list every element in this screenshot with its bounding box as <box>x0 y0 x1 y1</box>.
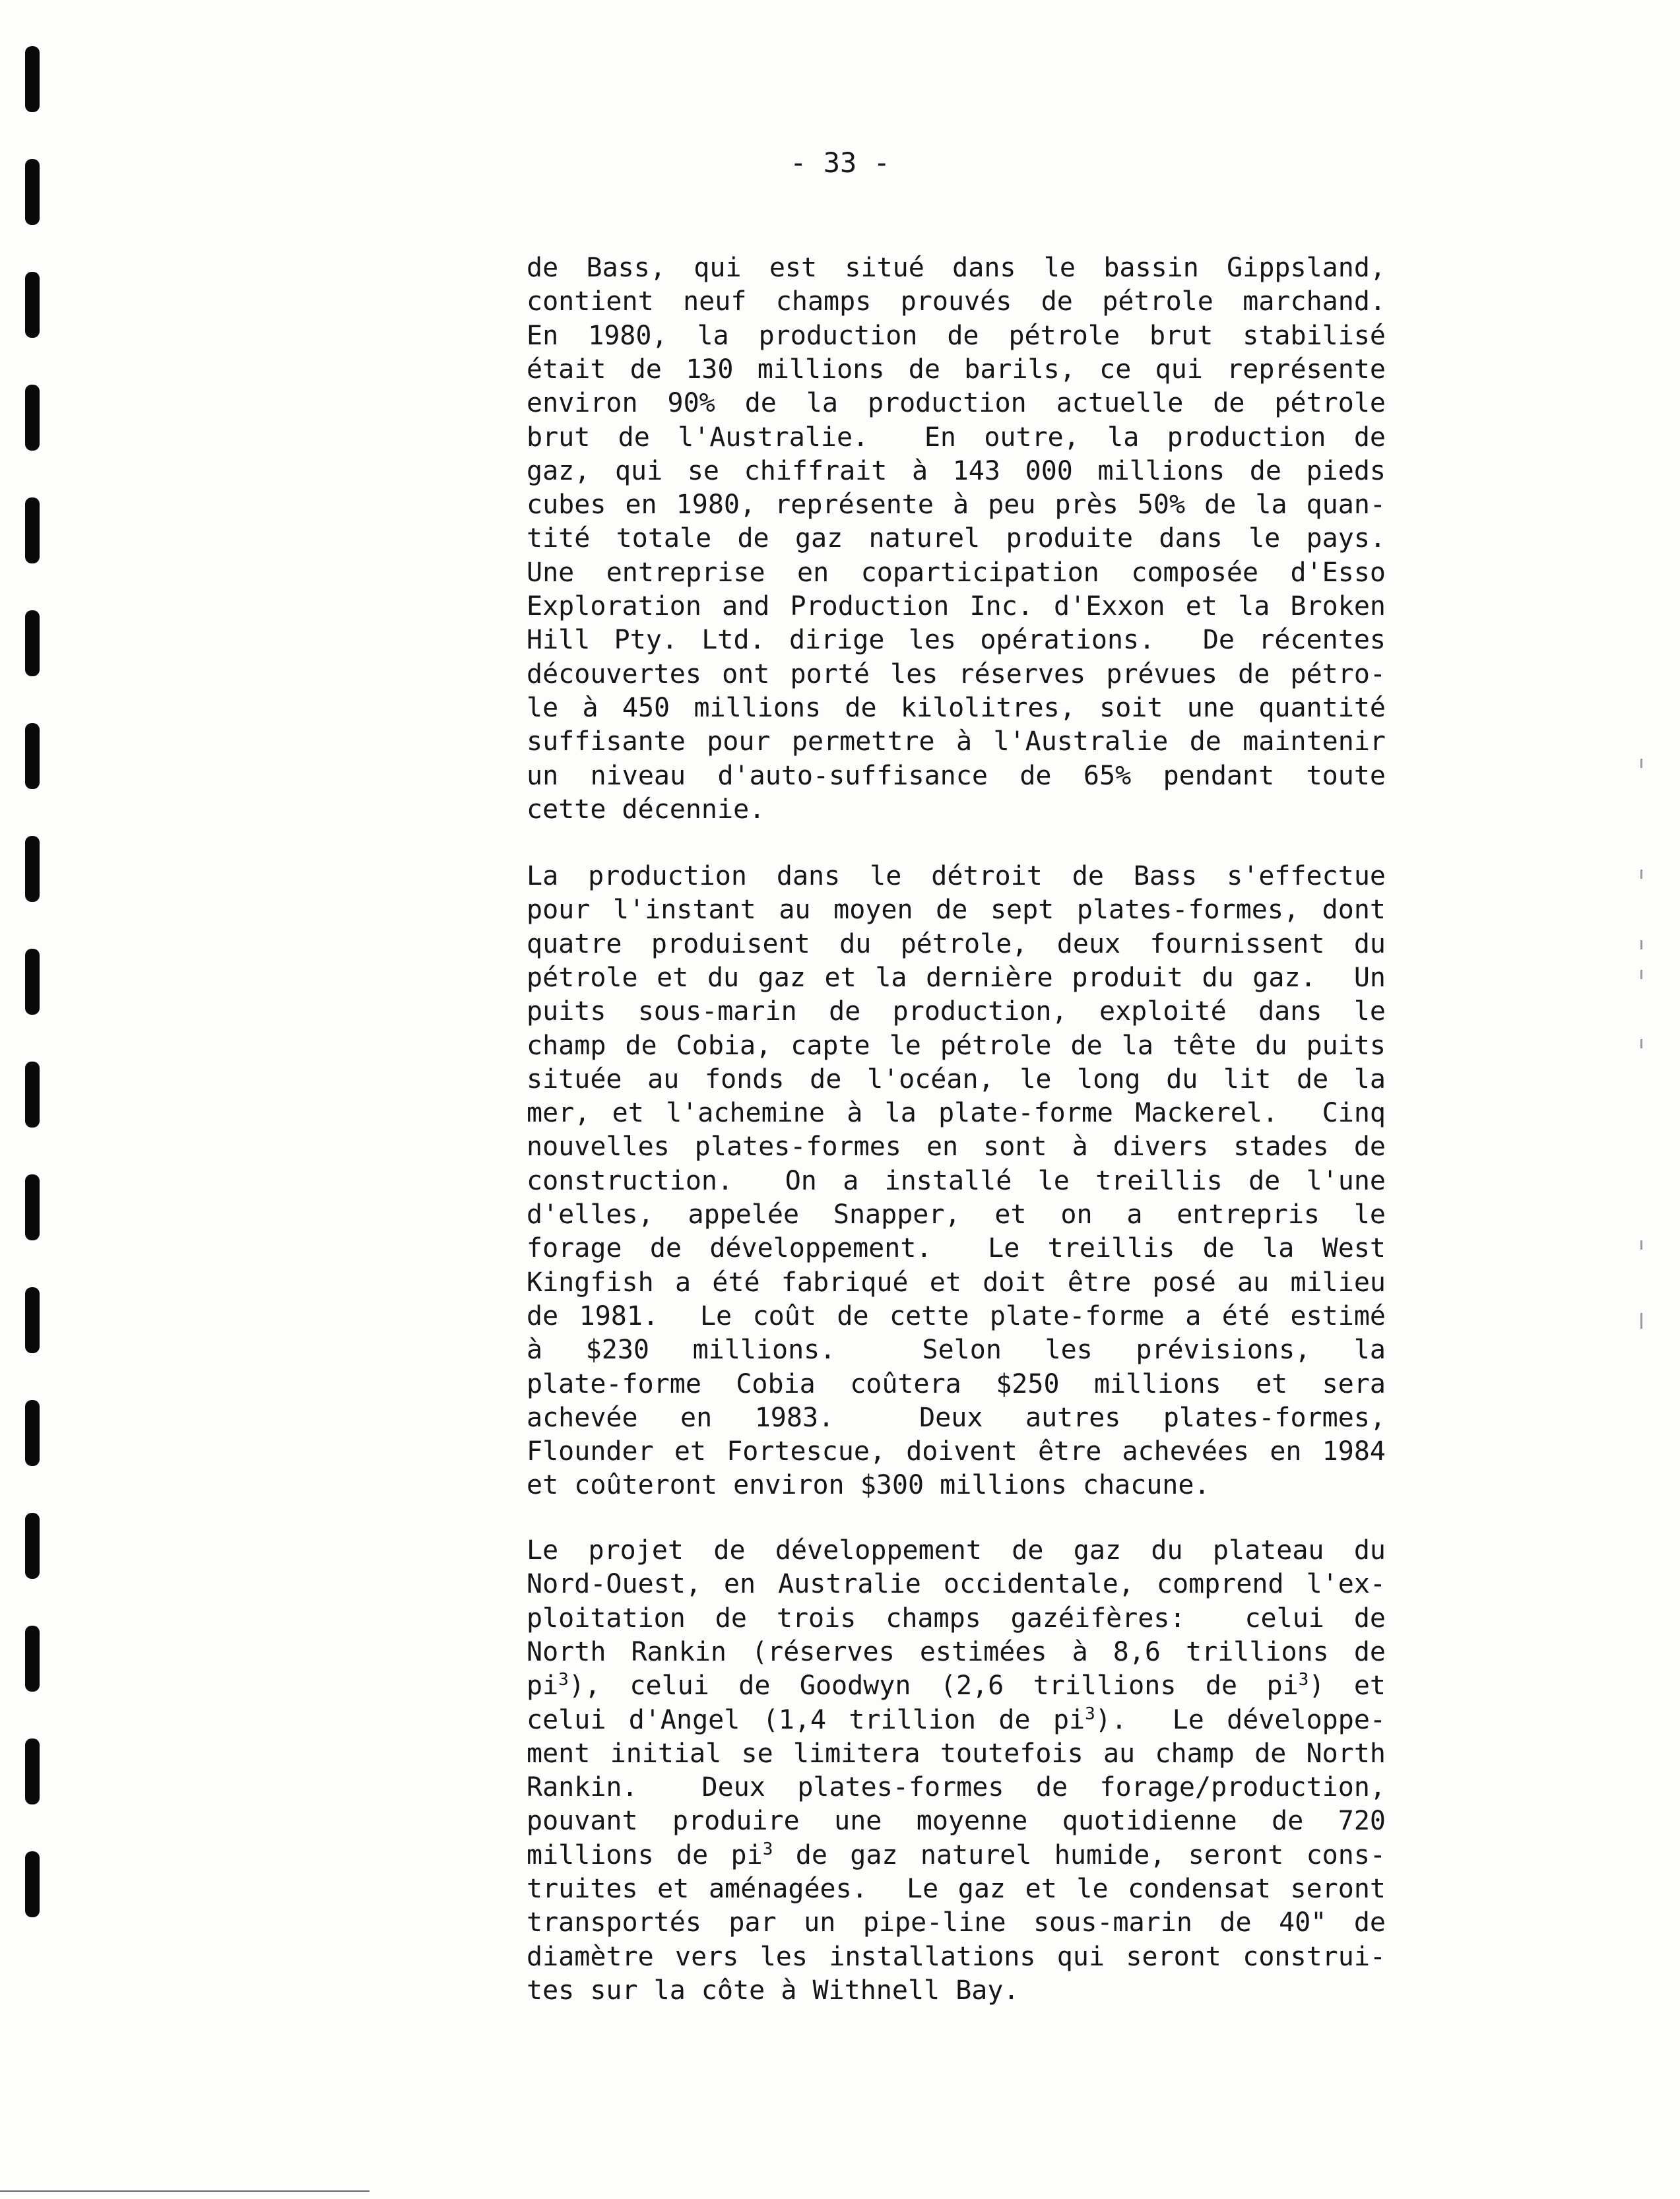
text-line: $pi^3$), celui de Goodwyn (2,6 trillions de $pi^3$) et <box>527 1670 1386 1701</box>
text-line: ment initial se limitera toutefois au champ de North <box>527 1738 1386 1769</box>
text-line: et coûteront environ $300 millions chacune. <box>527 1470 1210 1500</box>
binding-hole <box>25 836 40 902</box>
scan-speck <box>1640 870 1642 879</box>
binding-hole <box>25 1062 40 1128</box>
superscript: 3 <box>558 1670 569 1690</box>
text-line: d'elles, appelée Snapper, et on a entrepris le <box>527 1199 1386 1230</box>
text-line: cette décennie. <box>527 794 765 825</box>
text-line: Hill Pty. Ltd. dirige les opérations. De récentes <box>527 625 1386 655</box>
binding-hole <box>25 385 40 451</box>
superscript: 3 <box>1085 1704 1095 1724</box>
scan-speck <box>1640 1240 1642 1250</box>
text-line: La production dans le détroit de Bass s'effectue <box>527 861 1386 891</box>
superscript: 3 <box>1298 1670 1309 1690</box>
text-line: pour l'instant au moyen de sept plates-formes, dont <box>527 895 1386 925</box>
text-line: contient neuf champs prouvés de pétrole marchand. <box>527 286 1386 317</box>
binding-hole <box>25 1400 40 1466</box>
binding-hole <box>25 1287 40 1353</box>
binding-hole <box>25 1513 40 1579</box>
text-line: suffisante pour permettre à l'Australie de maintenir <box>527 726 1386 757</box>
bottom-rule <box>0 2190 370 2192</box>
binding-hole <box>25 46 40 112</box>
text-line: un niveau d'auto-suffisance de 65% pendant toute <box>527 761 1386 791</box>
binding-hole <box>25 949 40 1015</box>
text-line: nouvelles plates-formes en sont à divers stades de <box>527 1131 1386 1162</box>
text-line: ploitation de trois champs gazéifères: celui de <box>527 1603 1386 1634</box>
text-line: puits sous-marin de production, exploité dans le <box>527 996 1386 1027</box>
text-line: plate-forme Cobia coûtera $250 millions et sera <box>527 1369 1386 1399</box>
text-line: cubes en 1980, représente à peu près 50% de la quan- <box>527 490 1386 520</box>
text-line: Exploration and Production Inc. d'Exxon et la Broken <box>527 591 1386 621</box>
binding-hole <box>25 723 40 789</box>
text-line: gaz, qui se chiffrait à 143 000 millions de pieds <box>527 456 1386 486</box>
text-line: Le projet de développement de gaz du plateau du <box>527 1535 1386 1566</box>
text-line: Kingfish a été fabriqué et doit être posé au milieu <box>527 1267 1386 1298</box>
scan-speck <box>1640 1320 1642 1329</box>
text-line: située au fonds de l'océan, le long du lit de la <box>527 1064 1386 1095</box>
text-line: North Rankin (réserves estimées à 8,6 trillions de <box>527 1637 1386 1667</box>
text-line: Une entreprise en coparticipation composée d'Esso <box>527 558 1386 588</box>
text-line: celui d'Angel (1,4 trillion de $pi^3$). Le développe- <box>527 1704 1386 1735</box>
binding-hole <box>25 272 40 338</box>
binding-hole <box>25 497 40 563</box>
superscript: 3 <box>762 1839 773 1859</box>
binding-hole <box>25 1174 40 1240</box>
text-line: truites et aménagées. Le gaz et le condensat seront <box>527 1874 1386 1904</box>
text-line: à $230 millions. Selon les prévisions, la <box>527 1335 1386 1365</box>
text-line: construction. On a installé le treillis de l'une <box>527 1166 1386 1196</box>
text-line: Flounder et Fortescue, doivent être achevées en 1984 <box>527 1436 1386 1467</box>
text-line: découvertes ont porté les réserves prévues de pétro- <box>527 659 1386 689</box>
text-line: transportés par un pipe-line sous-marin de 40" de <box>527 1907 1386 1938</box>
text-line: mer, et l'achemine à la plate-forme Mackerel. Cinq <box>527 1098 1386 1128</box>
text-line: tité totale de gaz naturel produite dans le pays. <box>527 523 1386 554</box>
text-line: champ de Cobia, capte le pétrole de la tête du puits <box>527 1031 1386 1061</box>
scan-speck <box>1640 940 1642 949</box>
scan-speck <box>1640 1039 1642 1048</box>
binding-hole <box>25 610 40 676</box>
text-line: brut de l'Australie. En outre, la production de <box>527 422 1386 453</box>
binding-hole <box>25 1738 40 1804</box>
binding-hole <box>25 1851 40 1917</box>
text-line: environ 90% de la production actuelle de pétrole <box>527 388 1386 418</box>
text-line: diamètre vers les installations qui seront construi- <box>527 1942 1386 1972</box>
text-line: En 1980, la production de pétrole brut stabilisé <box>527 321 1386 351</box>
text-line: pétrole et du gaz et la dernière produit du gaz. Un <box>527 963 1386 993</box>
text-line: tes sur la côte à Withnell Bay. <box>527 1975 1019 2006</box>
text-line: millions de $pi^3$ de gaz naturel humide, seront cons- <box>527 1839 1386 1870</box>
text-line: quatre produisent du pétrole, deux fournissent du <box>527 929 1386 959</box>
text-line: achevée en 1983. Deux autres plates-formes, <box>527 1403 1386 1433</box>
text-line: Nord-Ouest, en Australie occidentale, comprend l'ex- <box>527 1569 1386 1599</box>
text-line: Rankin. Deux plates-formes de forage/production, <box>527 1772 1386 1802</box>
text-line: de Bass, qui est situé dans le bassin Gippsland, <box>527 253 1386 283</box>
scan-speck <box>1640 970 1642 979</box>
page-number: - 33 - <box>790 146 890 179</box>
scan-speck <box>1640 759 1642 768</box>
text-line: de 1981. Le coût de cette plate-forme a été estimé <box>527 1301 1386 1331</box>
text-line: était de 130 millions de barils, ce qui représente <box>527 354 1386 385</box>
text-line: pouvant produire une moyenne quotidienne de 720 <box>527 1806 1386 1836</box>
text-line: forage de développement. Le treillis de la West <box>527 1233 1386 1263</box>
binding-hole <box>25 1626 40 1692</box>
text-line: le à 450 millions de kilolitres, soit une quantité <box>527 693 1386 723</box>
